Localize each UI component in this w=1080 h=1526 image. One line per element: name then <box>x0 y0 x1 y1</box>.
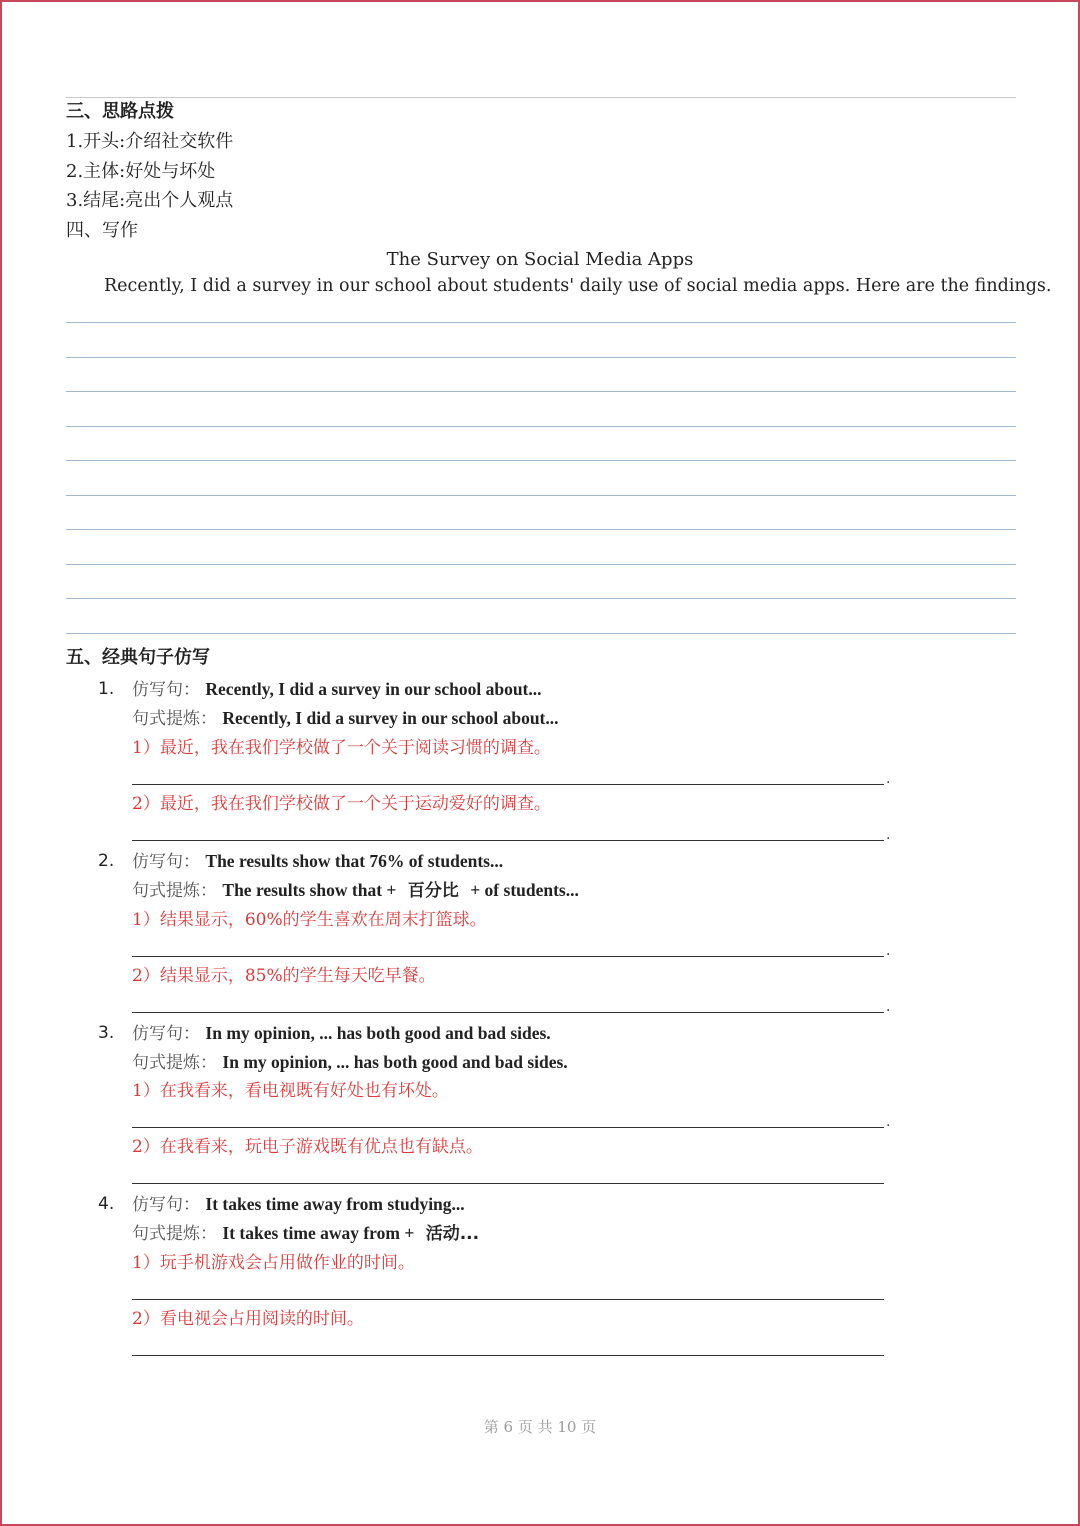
section4-title: 四、写作 <box>66 220 138 241</box>
section5-title: 五、经典句子仿写 <box>66 647 210 668</box>
item-1-pattern-row <box>132 707 559 730</box>
item-3-exercise-1: 1）在我看来，看电视既有好处也有坏处。 <box>132 1081 449 1101</box>
item-2-answer-line-1[interactable] <box>132 956 884 957</box>
pattern-label: 句式提炼： <box>132 1053 217 1073</box>
writing-line[interactable] <box>66 529 1016 530</box>
item-2-pattern-end: + of students... <box>470 880 579 900</box>
item-2-exercise-2: 2）结果显示，85%的学生每天吃早餐。 <box>132 966 436 986</box>
item-3-answer-line-1[interactable] <box>132 1127 884 1128</box>
item-1-number: 1. <box>98 679 115 699</box>
item-1-pattern: Recently, I did a survey in our school about... <box>222 708 559 728</box>
writing-line[interactable] <box>66 598 1016 599</box>
item-2-pattern-keyword: 百分比 <box>407 881 459 901</box>
writing-line[interactable] <box>66 322 1016 323</box>
essay-title: The Survey on Social Media Apps <box>386 249 694 270</box>
writing-line[interactable] <box>66 495 1016 496</box>
pattern-label: 句式提炼： <box>132 881 217 901</box>
item-2-answer-line-2[interactable] <box>132 1012 884 1013</box>
item-4-pattern-row <box>132 1222 479 1245</box>
item-2-exercise-1: 1）结果显示，60%的学生喜欢在周末打篮球。 <box>132 910 487 930</box>
pattern-label: 句式提炼： <box>132 1224 217 1244</box>
item-4-number: 4. <box>98 1194 115 1214</box>
item-1-imitate-row <box>132 678 542 701</box>
item-2-imitate-sentence: The results show that 76% of students... <box>205 851 504 871</box>
item-4-imitate-sentence: It takes time away from studying... <box>205 1194 465 1214</box>
item-4-exercise-1: 1）玩手机游戏会占用做作业的时间。 <box>132 1253 415 1273</box>
item-3-answer-line-2[interactable] <box>132 1183 884 1184</box>
line-end-mark: . <box>886 999 891 1015</box>
section3-title: 三、思路点拨 <box>66 101 174 122</box>
writing-line[interactable] <box>66 460 1016 461</box>
page-number: 第 6 页 共 10 页 <box>483 1418 597 1436</box>
item-1-exercise-2: 2）最近，我在我们学校做了一个关于运动爱好的调查。 <box>132 794 551 814</box>
line-end-mark: . <box>886 827 891 843</box>
writing-line[interactable] <box>66 357 1016 358</box>
item-3-imitate-row <box>132 1022 551 1045</box>
item-1-imitate-sentence: Recently, I did a survey in our school about... <box>205 679 542 699</box>
imitate-label: 仿写句： <box>132 852 200 872</box>
item-2-imitate-row <box>132 850 503 873</box>
section3-point-1: 1.开头:介绍社交软件 <box>66 131 234 152</box>
writing-line[interactable] <box>66 633 1016 634</box>
line-end-mark: . <box>886 1114 891 1130</box>
item-1-exercise-1: 1）最近，我在我们学校做了一个关于阅读习惯的调查。 <box>132 738 551 758</box>
pattern-label: 句式提炼： <box>132 709 217 729</box>
essay-lead: Recently, I did a survey in our school about students' daily use of social media apps. Here are the findings. <box>104 276 1052 296</box>
imitate-label: 仿写句： <box>132 680 200 700</box>
item-3-pattern: In my opinion, ... has both good and bad sides. <box>222 1052 568 1072</box>
writing-line[interactable] <box>66 564 1016 565</box>
section3-point-3: 3.结尾:亮出个人观点 <box>66 190 234 211</box>
imitate-label: 仿写句： <box>132 1024 200 1044</box>
writing-line[interactable] <box>66 426 1016 427</box>
imitate-label: 仿写句： <box>132 1195 200 1215</box>
line-end-mark: . <box>886 771 891 787</box>
item-2-number: 2. <box>98 851 115 871</box>
item-1-answer-line-1[interactable] <box>132 784 884 785</box>
header-rule <box>66 97 1016 98</box>
item-4-imitate-row <box>132 1193 465 1216</box>
item-2-pattern-row <box>132 879 579 902</box>
item-2-pattern-start: The results show that + <box>222 880 397 900</box>
item-1-answer-line-2[interactable] <box>132 840 884 841</box>
item-3-imitate-sentence: In my opinion, ... has both good and bad sides. <box>205 1023 551 1043</box>
item-4-answer-line-2[interactable] <box>132 1355 884 1356</box>
item-3-pattern-row <box>132 1051 568 1074</box>
section3-point-2: 2.主体:好处与坏处 <box>66 161 216 182</box>
item-3-number: 3. <box>98 1023 115 1043</box>
item-4-pattern-keyword: 活动... <box>425 1224 480 1244</box>
writing-line[interactable] <box>66 391 1016 392</box>
item-3-exercise-2: 2）在我看来，玩电子游戏既有优点也有缺点。 <box>132 1137 483 1157</box>
item-4-exercise-2: 2）看电视会占用阅读的时间。 <box>132 1309 364 1329</box>
item-4-pattern-start: It takes time away from + <box>222 1223 415 1243</box>
item-4-answer-line-1[interactable] <box>132 1299 884 1300</box>
line-end-mark: . <box>886 943 891 959</box>
